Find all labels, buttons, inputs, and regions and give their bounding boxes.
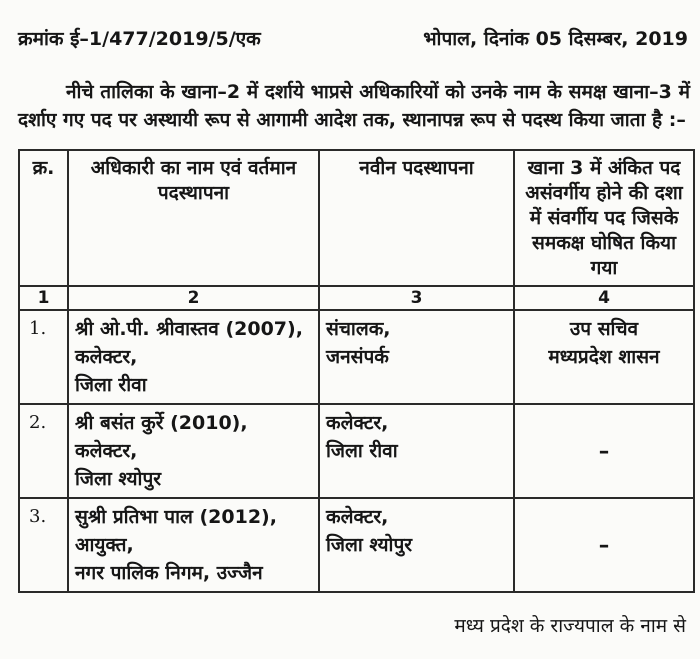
officer-name-line: नगर पालिक निगम, उज्जैन — [75, 562, 263, 584]
equivalent-post-cell: – — [514, 498, 694, 592]
table-row — [19, 498, 694, 592]
column-number-1: 1 — [19, 286, 68, 310]
column-number-row — [19, 286, 694, 310]
officer-name-line: श्री बसंत कुर्रे (2010), — [75, 412, 248, 434]
new-posting-line: कलेक्टर, — [326, 412, 389, 434]
equivalent-post-cell: – — [514, 404, 694, 498]
reference-date-line — [18, 26, 688, 52]
header-equivalent-post: खाना 3 में अंकित पद असंवर्गीय होने की दशा में संवर्गीय पद जिसके समकक्ष घोषित किया गया — [514, 150, 694, 286]
intro-paragraph: नीचे तालिका के खाना–2 में दर्शाये भाप्रसे अधिकारियों को उनके नाम के समक्ष खाना–3 में दर्शाए गए पद पर अस्थायी रूप से आगामी आदेश तक, स्थानापन्न रूप से पदस्थ किया जाता है :– — [18, 81, 690, 131]
equivalent-post-line: मध्यप्रदेश शासन — [548, 346, 660, 368]
column-number-2: 2 — [68, 286, 319, 310]
row-serial: 3. — [19, 498, 68, 592]
new-posting-line: कलेक्टर, — [326, 506, 389, 528]
header-officer-name: अधिकारी का नाम एवं वर्तमान पदस्थापना — [68, 150, 319, 286]
new-posting-line: संचालक, — [326, 318, 391, 340]
posting-order-table — [18, 149, 695, 593]
new-posting-cell — [319, 404, 514, 498]
equivalent-post-cell — [514, 310, 694, 404]
row-serial: 1. — [19, 310, 68, 404]
new-posting-cell — [319, 310, 514, 404]
column-number-4: 4 — [514, 286, 694, 310]
row-serial: 2. — [19, 404, 68, 498]
officer-name-cell — [68, 498, 319, 592]
officer-name-line: आयुक्त, — [75, 534, 134, 556]
signature-authority-line: मध्य प्रदेश के राज्यपाल के नाम से — [454, 615, 686, 637]
officer-name-line: श्री ओ.पी. श्रीवास्तव (2007), — [75, 318, 303, 340]
new-posting-line: जिला श्योपुर — [326, 534, 413, 556]
officer-name-line: कलेक्टर, — [75, 346, 138, 368]
officer-name-line: जिला श्योपुर — [75, 468, 162, 490]
new-posting-line: जिला रीवा — [326, 440, 398, 462]
officer-name-line: जिला रीवा — [75, 374, 147, 396]
officer-name-cell — [68, 310, 319, 404]
scanned-order-document — [0, 26, 700, 659]
officer-name-line: सुश्री प्रतिभा पाल (2012), — [75, 506, 277, 528]
officer-name-cell — [68, 404, 319, 498]
place-and-date: भोपाल, दिनांक 05 दिसम्बर, 2019 — [423, 28, 688, 50]
new-posting-cell — [319, 498, 514, 592]
equivalent-post-line: उप सचिव — [569, 318, 639, 340]
table-row — [19, 404, 694, 498]
header-serial: क्र. — [19, 150, 68, 286]
header-new-posting: नवीन पदस्थापना — [319, 150, 514, 286]
table-row — [19, 310, 694, 404]
new-posting-line: जनसंपर्क — [326, 346, 389, 368]
column-number-3: 3 — [319, 286, 514, 310]
table-header-row — [19, 150, 694, 286]
reference-number: क्रमांक ई–1/477/2019/5/एक — [18, 28, 261, 50]
officer-name-line: कलेक्टर, — [75, 440, 138, 462]
